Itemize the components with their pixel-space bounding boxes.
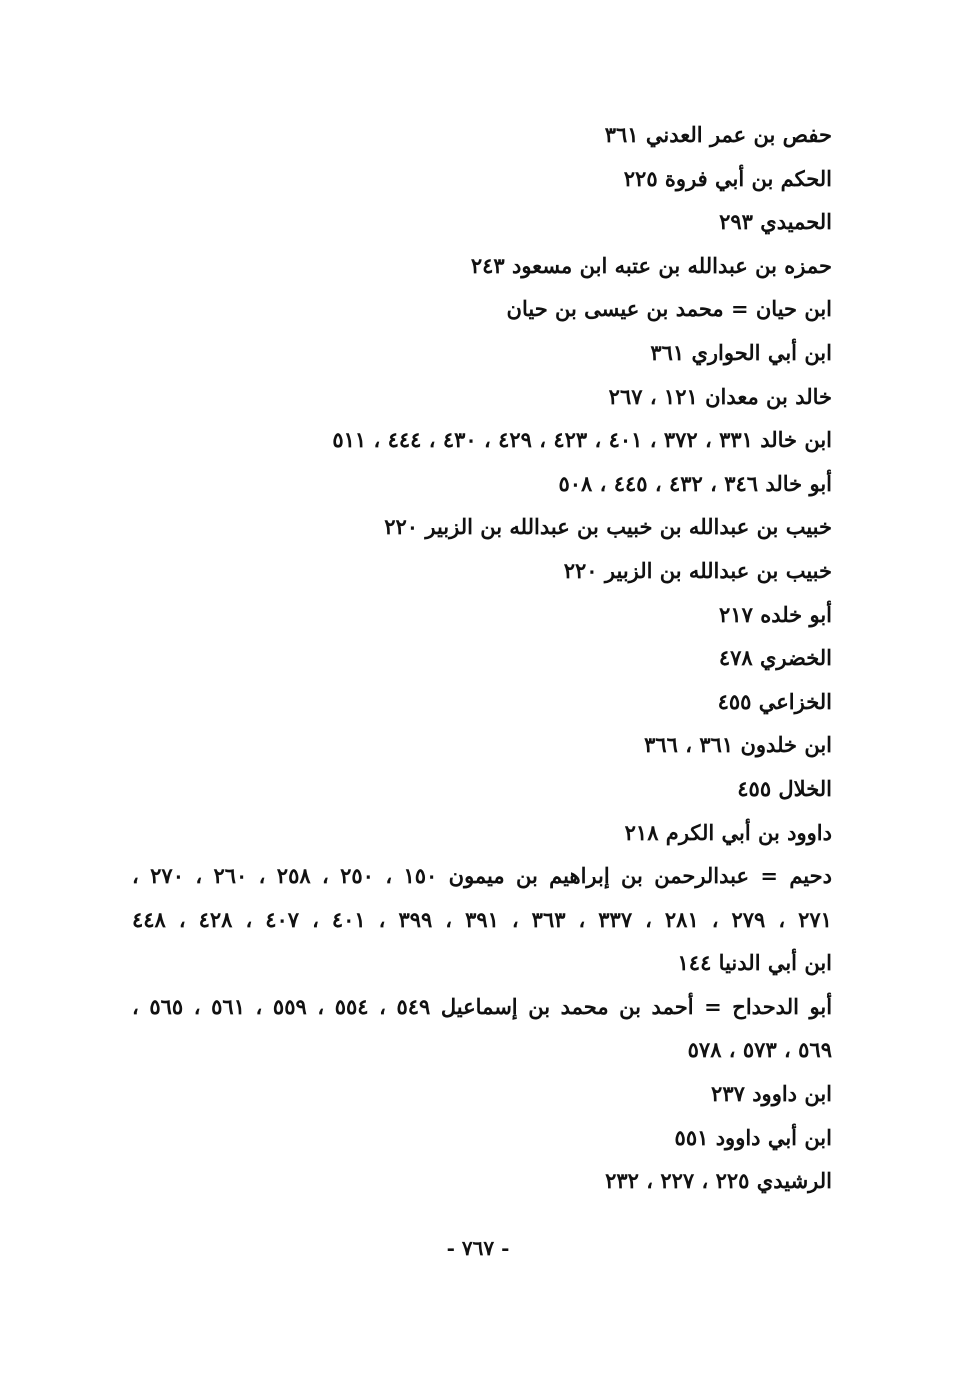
page-number: - ٧٦٧ - (446, 1236, 510, 1260)
index-entry: خبيب بن عبدالله بن خبيب بن عبدالله بن الزبير ٢٢٠ (384, 514, 832, 540)
index-entry: أبو خلده ٢١٧ (719, 601, 832, 627)
index-entry: داوود بن أبي الكرم ٢١٨ (624, 819, 832, 845)
index-entry-continuation: ٢٧١ ، ٢٧٩ ، ٢٨١ ، ٣٣٧ ، ٣٦٣ ، ٣٩١ ، ٣٩٩ ، ٤٠١ ، ٤٠٧ ، ٤٢٨ ، ٤٤٨ (132, 906, 832, 932)
index-entry: دحيم = عبدالرحمن بن إبراهيم بن ميمون ١٥٠ ، ٢٥٠ ، ٢٥٨ ، ٢٦٠ ، ٢٧٠ ، (132, 863, 832, 889)
index-entry: الخزاعي ٤٥٥ (717, 688, 832, 714)
index-entry: ابن أبي داوود ٥٥١ (674, 1124, 832, 1150)
index-entry: ابن أبي الدنيا ١٤٤ (677, 950, 832, 976)
index-entry: ابن خالد ٣٣١ ، ٣٧٢ ، ٤٠١ ، ٤٢٣ ، ٤٢٩ ، ٤٣٠ ، ٤٤٤ ، ٥١١ (332, 427, 832, 453)
index-entry-continuation: ٥٦٩ ، ٥٧٣ ، ٥٧٨ (687, 1037, 832, 1063)
index-entry: الخضري ٤٧٨ (718, 645, 832, 671)
index-entry: أبو الدحداح = أحمد بن محمد بن إسماعيل ٥٤٩ ، ٥٥٤ ، ٥٥٩ ، ٥٦١ ، ٥٦٥ ، (132, 993, 833, 1019)
index-entry: ابن حيان = محمد بن عيسى بن حيان (506, 296, 832, 322)
index-entry: الخلال ٤٥٥ (737, 775, 832, 801)
index-entry: الحكم بن أبي فروة ٢٢٥ (623, 165, 832, 191)
index-entry: حفص بن عمر العدني ٣٦١ (604, 122, 832, 147)
index-entry: أبو خالد ٣٤٦ ، ٤٣٢ ، ٤٤٥ ، ٥٠٨ (558, 470, 832, 496)
index-entry: خبيب بن عبدالله بن الزبير ٢٢٠ (563, 557, 832, 583)
name-index-list (132, 113, 832, 1203)
index-entry: حمزه بن عبدالله بن عتبه ابن مسعود ٢٤٣ (470, 252, 832, 278)
index-entry: ابن داوود ٢٣٧ (711, 1081, 832, 1107)
index-entry: ابن خلدون ٣٦١ ، ٣٦٦ (644, 732, 832, 758)
index-entry: ابن أبي الحواري ٣٦١ (650, 339, 832, 365)
index-entry: خالد بن معدان ١٢١ ، ٢٦٧ (608, 383, 832, 409)
index-entry: الرشيدي ٢٢٥ ، ٢٢٧ ، ٢٣٢ (605, 1168, 832, 1194)
index-entry: الحميدي ٢٩٣ (719, 209, 832, 235)
